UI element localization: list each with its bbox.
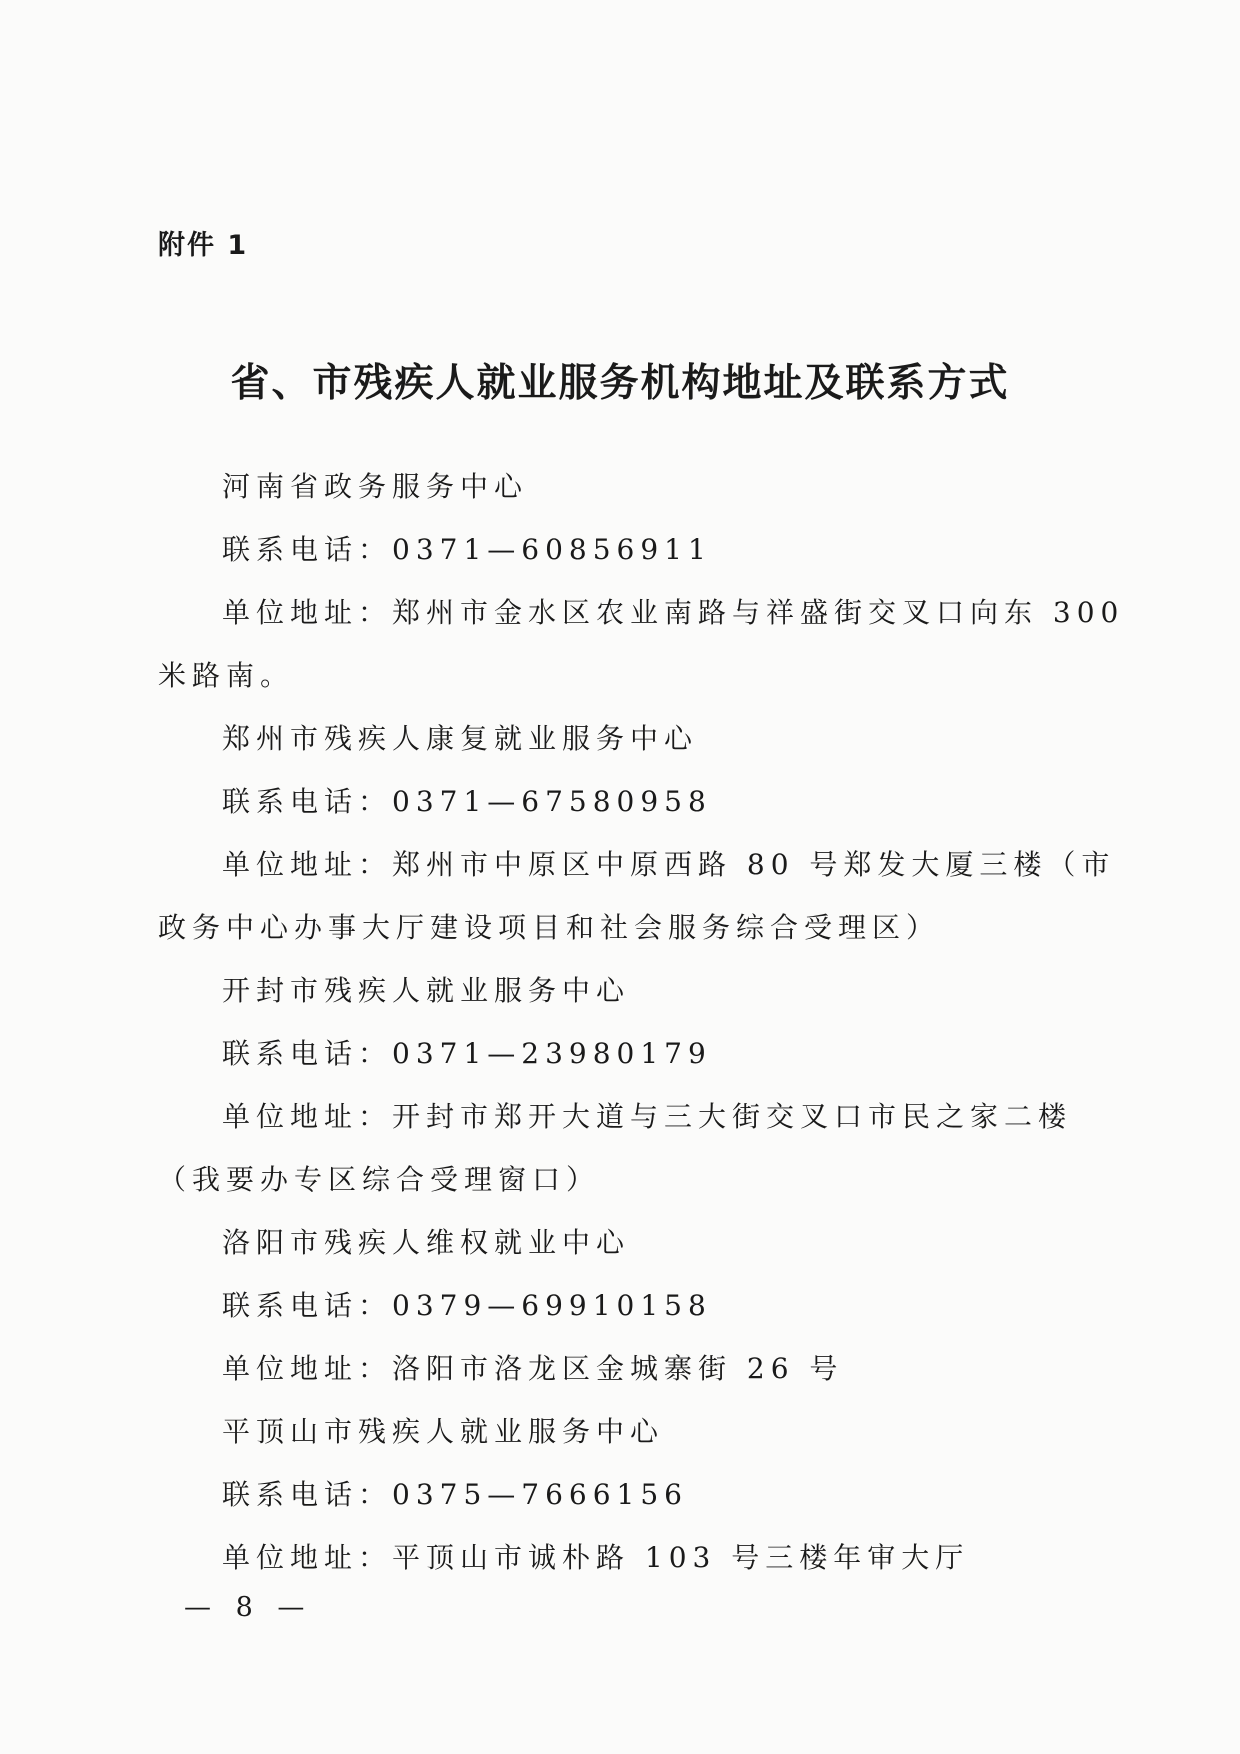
org-address: 单位地址：开封市郑开大道与三大街交叉口市民之家二楼 — [222, 1100, 1073, 1133]
org-name: 洛阳市残疾人维权就业中心 — [222, 1226, 631, 1259]
org-name: 开封市残疾人就业服务中心 — [222, 974, 631, 1007]
org-address: 单位地址：郑州市金水区农业南路与祥盛街交叉口向东 300 — [222, 596, 1125, 629]
org-address: 单位地址：平顶山市诚朴路 103 号三楼年审大厅 — [222, 1541, 970, 1574]
org-phone: 联系电话：0371—60856911 — [222, 533, 712, 566]
org-phone: 联系电话：0379—69910158 — [222, 1289, 712, 1322]
page-title: 省、市残疾人就业服务机构地址及联系方式 — [230, 361, 1010, 406]
org-address: 单位地址：郑州市中原区中原西路 80 号郑发大厦三楼（市 — [222, 848, 1116, 881]
org-address-continued: （我要办专区综合受理窗口） — [158, 1163, 601, 1196]
org-phone: 联系电话：0375—7666156 — [222, 1478, 688, 1511]
org-address-continued: 政务中心办事大厅建设项目和社会服务综合受理区） — [158, 911, 941, 944]
content-body — [158, 455, 1125, 1589]
org-phone: 联系电话：0371—67580958 — [222, 785, 712, 818]
org-address: 单位地址：洛阳市洛龙区金城寨街 26 号 — [222, 1352, 844, 1385]
page-number: — 8 — — [184, 1592, 313, 1623]
attachment-label: 附件 1 — [158, 230, 249, 261]
org-name: 平顶山市残疾人就业服务中心 — [222, 1415, 665, 1448]
org-name: 河南省政务服务中心 — [222, 470, 529, 503]
org-phone: 联系电话：0371—23980179 — [222, 1037, 712, 1070]
org-address-continued: 米路南。 — [158, 659, 295, 692]
org-name: 郑州市残疾人康复就业服务中心 — [222, 722, 699, 755]
